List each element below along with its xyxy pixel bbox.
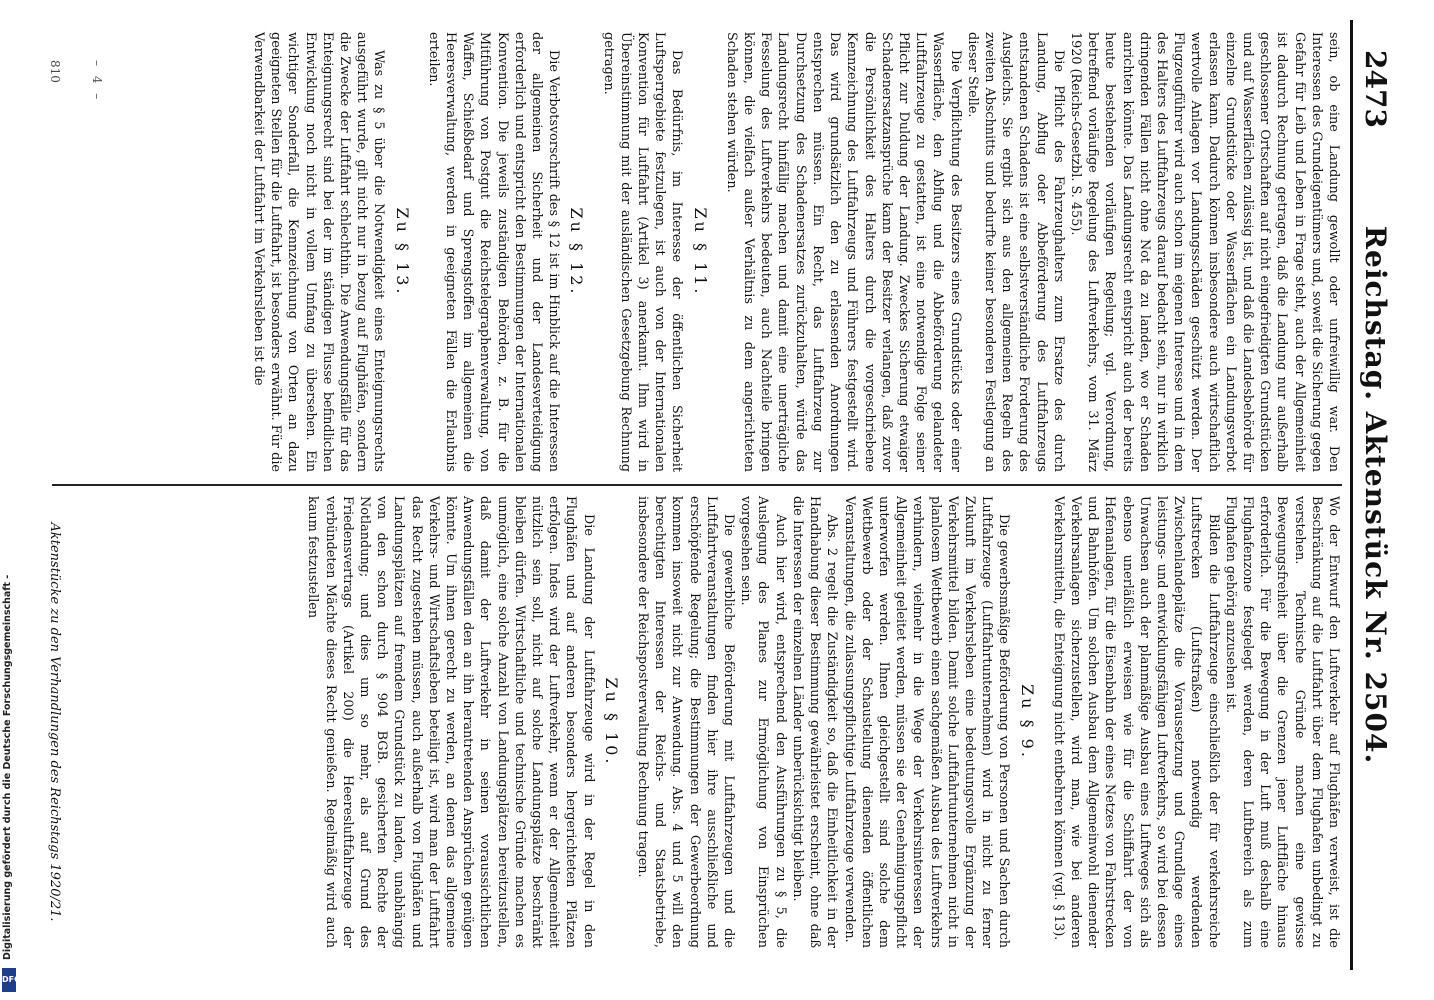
bottom-page-number: 810 <box>48 60 62 83</box>
paragraph: Was zu § 5 über die Notwendigkeit eines Enteignungsrechts ausgeführt wurde, gilt nicht nur in bezug auf Flughäfen, sondern die Zwecke der Luftfahrt schlechthin. Die Anwendungsfälle für das Enteignungsrecht sind bei der im ständigen Flusse befindlichen Entwicklung noch nicht in vollem Umfang zu übersehen. Ein wichtiger Sonderfall, die Kennzeichnung von Orten an dazu geeigneten Stellen für die Luftfahrt, ist besonders erwähnt. Für die Verwendbarkeit der Luftfahrt im Verkehrsleben ist die <box>251 32 387 472</box>
page-footer: Aktenstücke zu den Verhandlungen des Reichstags 1920/21. <box>47 522 62 922</box>
header-rule <box>1350 20 1353 970</box>
page-title: Reichstag. Aktenstück Nr. 2504. <box>1359 225 1392 765</box>
column-two <box>250 32 1342 472</box>
paragraph: Die gewerbliche Beförderung mit Luftfahrzeugen und die Luftfahrtveranstaltungen finden hier ihre ausschließliche und erschöpfende Regelung; die Bestimmungen der Gewerbeordnung kommen insoweit nicht zur Anwendung. Abs. 4 und 5 will den berechtigten Interessen der Reichs- und Staatsbetriebe, insbesondere der Reichspostverwaltung Rechnung tragen. <box>635 496 737 948</box>
paragraph: Die Pflicht des Fahrzeughalters zum Ersatze des durch Landung, Abflug oder Abbeförderung des Luftfahrzeugs entstandenen Schadens ist eine selbstverständliche Forderung des Ausgleichs. Sie ergibt sich aus den allgemeinen Regeln des zweiten Abschnitts und bedurfte keiner besonderen Festlegung an dieser Stelle. <box>964 32 1066 472</box>
paragraph: Wo der Entwurf den Luftverkehr auf Flughäfen verweist, ist die Beschränkung auf die Luftfahrt über dem Flughafen unbedingt zu verstehen. Technische Gründe machen eine gewisse Bewegungsfreiheit über die Grenzen jener Luftfläche hinaus erforderlich. Für die Bewegung in der Luft muß deshalb eine Flughafenzone festgelegt werden, deren Luftbereich als zum Flughafen gehörig anzusehen ist. <box>1222 496 1341 948</box>
section-heading: Zu § 11. <box>690 207 710 297</box>
paragraph: Die Verpflichtung des Besitzers eines Grundstücks oder einer Wasserfläche, den Abflug und die Abbeförderung gelandeter Luftfahrzeuge zu gestatten, ist eine notwendige Folge seiner Pflicht zur Duldung der Landung. Zweckes Sicherung etwaiger Schadenersatzansprüche kann der Besitzer verlangen, daß zuvor die Persönlichkeit des Halters durch die vorgeschriebene Kennzeichnung des Luftfahrzeugs und Führers festgestellt wird. Das wird grundsätzlich den zu erlassenden Anordnungen entsprechen müssen. Ein Recht, das Luftfahrzeug zur Durchsetzung des Schadenersatzes zurückzuhalten, würde das Landungsrecht hinfällig machen und damit eine unerträgliche Fesselung des Luftverkehrs bedeuten, auch Nachteile bringen können, die vielfach außer Verhältnis zu dem angerichteten Schaden stehen würden. <box>723 32 963 472</box>
paragraph: Bilden die Luftfahrzeuge einschließlich der für verkehrsreiche Luftstrecken (Luftstraßen) notwendig werdenden Zwischenlandeplätze die Voraussetzung und Grundlage eines leistungs- und entwicklungsfähigen Luftverkehrs, so wird bei dessen Unwachsen auch der planmäßige Ausbau eines Luftweges sich als ebenso unerläßlich erweisen wie für die Schiffahrt der von Hafenanlagen, für die Eisenbahn der eines Netzes von Fahrstrecken und Bahnhöfen. Um solchen Ausbau dem Allgemeinwohl dienender Verkehrsanlagen sicherzustellen, wird man, wie bei anderen Verkehrsmitteln, die Enteignung nicht entbehren können (vgl. § 13). <box>1050 496 1221 948</box>
section-heading: Zu § 9. <box>1017 684 1037 760</box>
column-one <box>304 496 1342 948</box>
paragraph: Die Landung der Luftfahrzeuge wird in der Regel in den Flughäfen und auf anderen besonders hergerichteten Plätzen erfolgen. Indes wird der Luftverkehr, wenn er der Allgemeinheit nützlich sein soll, nicht auf solche Landungsplätze beschränkt bleiben dürfen. Wirtschaftliche und technische Gründe machen es unmöglich, eine solche Anzahl von Landungsplätzen bereitzustellen, daß damit der Luftverkehr in seinen voraussichtlichen Anwendungsfällen den an ihn herantretenden Ansprüchen genügen könnte. Um ihnen gerecht zu werden, an denen das allgemeine Verkehrs- und Wirtschaftsleben beteiligt ist, wird man der Luftfahrt das Recht zugestehen müssen, auch außerhalb von Flughäfen und Landungsplätzen auf fremdem Grundstück zu landen, unabhängig von den schon durch § 904 BGB. gesicherten Rechte der Notlandung; und dies um so mehr, als auf Grund des Friedensvertrags (Artikel 200) die Heeresluftfahrzeuge der verbündeten Mächte dieses Recht genießen. Regelmäßig wird auch kaum festzustellen <box>305 496 596 948</box>
paragraph: Abs. 2 regelt die Zuständigkeit so, daß die Einheitlichkeit in der Handhabung dieser Bestimmung gewährleistet erscheint, ohne daß die Interessen der einzelnen Länder unberücksichtigt bleiben. <box>789 496 840 948</box>
section-heading: Zu § 12. <box>567 207 587 297</box>
paragraph: sein, ob eine Landung gewollt oder unfreiwillig war. Den Interessen des Grundeigentümers und, soweit die Sicherung gegen Gefahr für Leib und Leben in Frage steht, auch der Allgemeinheit ist dadurch Rechnung getragen, daß die Landung nur außerhalb geschlossener Ortschaften auf nicht eingefriedigten Grundstücken und auf Wasserflächen zulässig ist, und daß die Landesbehörde für einzelne Grundstücke oder Wasserflächen ein Landungsverbot erlassen kann. Dadurch können insbesondere auch wirtschaftlich wertvolle Anlagen vor Landungsschäden geschützt werden. Der Flugzeugführer wird auch schon im eigenen Interesse und in dem des Halters des Luftfahrzeugs darauf bedacht sein, nur in wirklich dringenden Fällen nicht ohne Not da zu landen, wo er Schaden anrichten könnte. Das Landungsrecht entspricht auch der bereits heute bestehenden vorläufigen Regelung; vgl. Verordnung, betreffend vorläufige Regelung des Luftverkehrs, vom 31. März 1920 (Reichs-Gesetzbl. S. 455). <box>1067 32 1341 472</box>
page-number: 2473 <box>1359 50 1392 128</box>
dash-mark: – 4 – <box>90 60 104 103</box>
paragraph: Die gewerbsmäßige Beförderung von Personen und Sachen durch Luftfahrzeuge (Luftfahrtunternehmen) wird in nicht zu ferner Zukunft im Verkehrsleben eine bedeutungsvolle Ergänzung der Verkehrsmittel bilden. Damit solche Luftfahrtunternehmen nicht in planlosem Wettbewerb einen sachgemäßen Ausbau des Luftverkehrs verhindern, vielmehr in die Wege der Verkehrsinteressen der Allgemeinheit geleitet werden, müssen sie der Genehmigungspflicht unterworfen werden. Ihnen gleichgestellt sind solche dem Wettbewerb oder der Schaustellung dienenden öffentlichen Veranstaltungen, die zulassungspflichtige Luftfahrzeuge verwenden. <box>841 496 1012 948</box>
section-heading: Zu § 10. <box>601 677 621 767</box>
section-heading: Zu § 13. <box>392 207 412 297</box>
column-divider <box>52 484 1342 486</box>
paragraph: Die Verbotsvorschrift des § 12 ist im Hinblick auf die Interessen der allgemeinen Sicherheit und der Landesverteidigung erforderlich und entspricht den Bestimmungen der Internationalen Konvention. Die jeweils zuständigen Behörden, z. B. für die Mitführung von Postgut die Reichstelegraphenverwaltung, von Waffen, Schießbedarf und Sprengstoffen im allgemeinen die Heeresverwaltung, werden in geeigneten Fällen die Erlaubnis erteilen. <box>425 32 562 472</box>
dfg-logo: DFG <box>2 968 16 992</box>
digitization-note <box>2 0 21 1000</box>
paragraph: Auch hier wird, entsprechend den Ausführungen zu § 5, die Auslegung des Planes zur Ermöglichung von Einsprüchen vorgesehen sein. <box>738 496 788 948</box>
paragraph: Das Bedürfnis, im Interesse der öffentlichen Sicherheit Luftsperrgebiete festzulegen, ist auch von der Internationalen Konvention für Luftfahrt (Artikel 3) anerkannt. Ihm wird in Übereinstimmung mit der ausländischen Gesetzgebung Rechnung getragen. <box>600 32 685 472</box>
digitization-text: Digitalisierung gefördert durch die Deutsche Forschungsgemeinschaft - <box>2 574 13 960</box>
page-header <box>1350 20 1398 970</box>
